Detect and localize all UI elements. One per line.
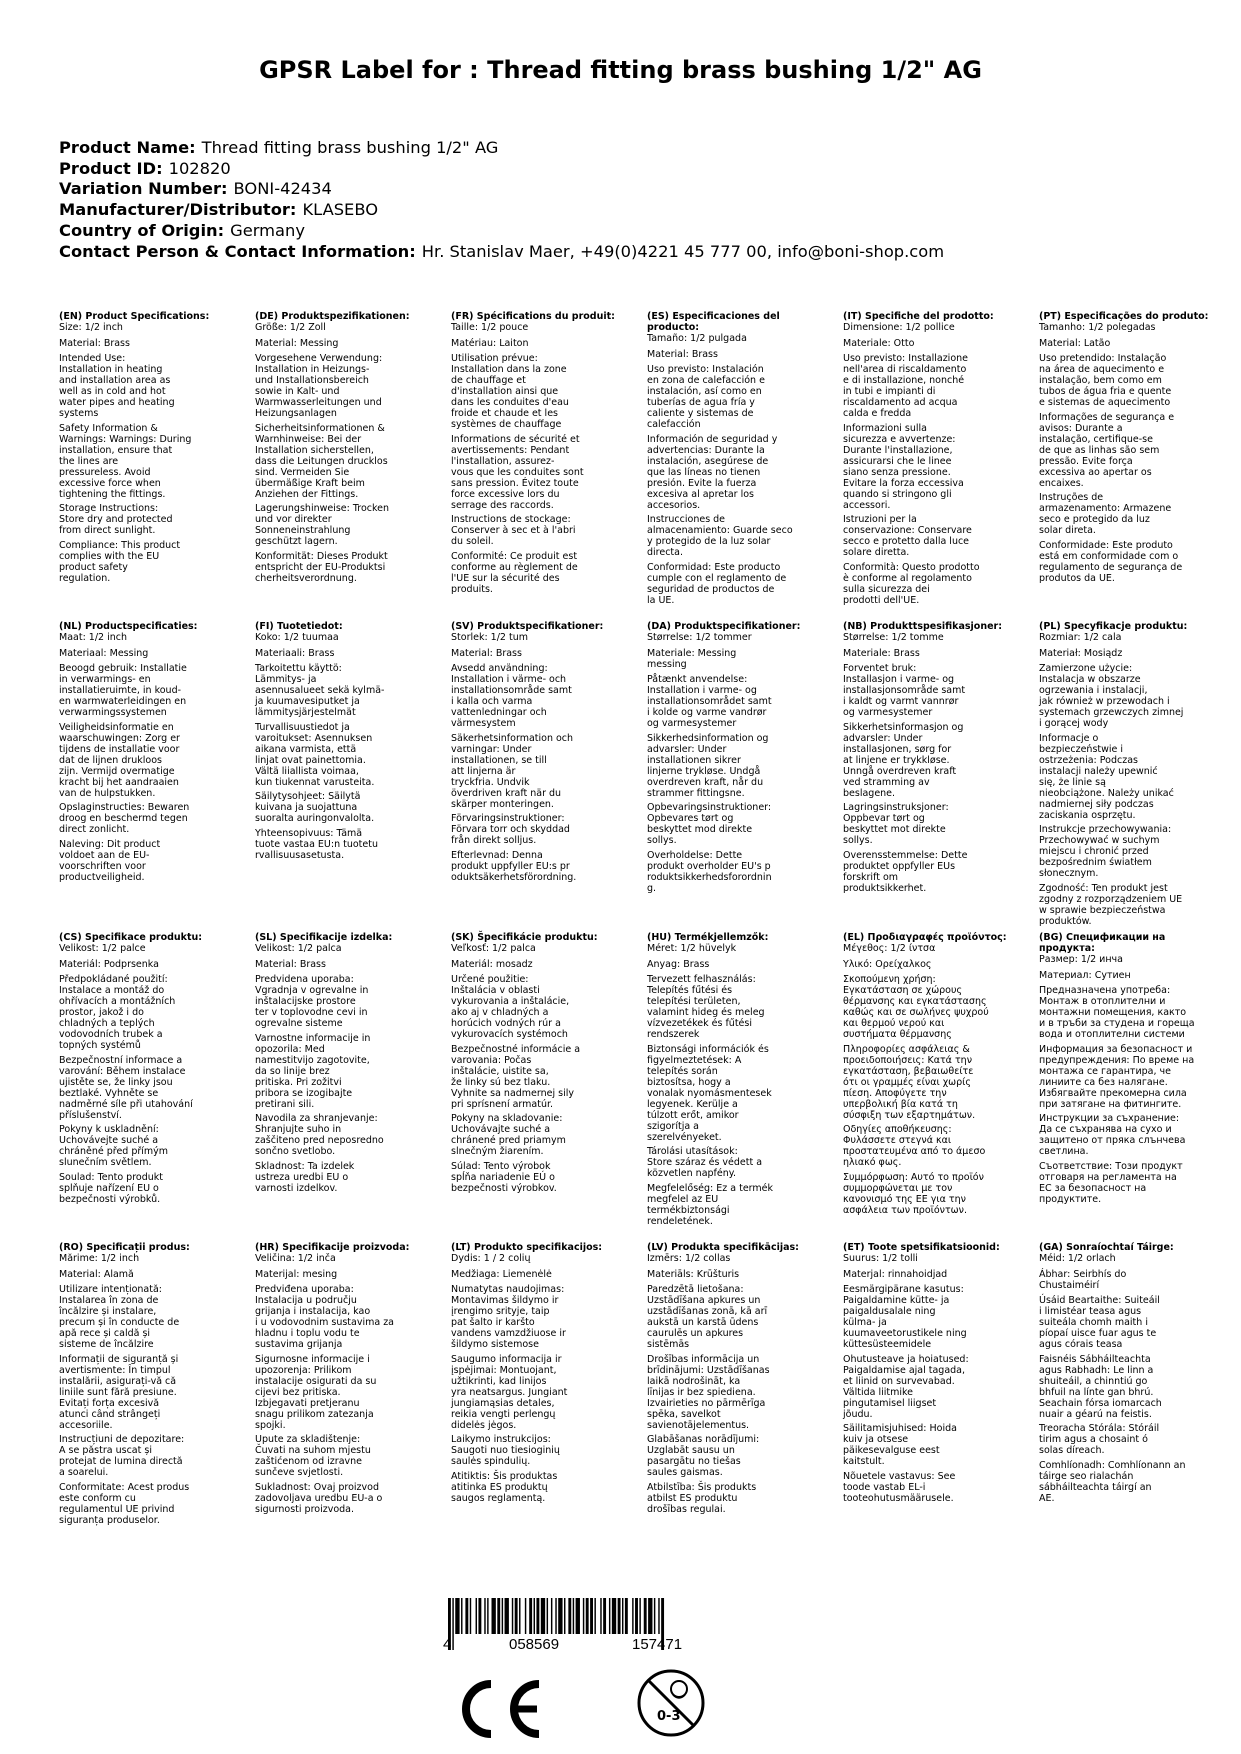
barcode-bar bbox=[492, 1598, 496, 1634]
spec-section: Sicherheitsinformationen & Warnhinweise: Bei der Installation sicherstellen, dass die Leitungen drucklos sind. Vermeiden Sie übermäßige Kraft beim Anziehen der Fittings. bbox=[255, 422, 388, 500]
spec-section: Conformidade: Este produto está em conformidade com o regulamento de segurança de produtos da UE. bbox=[1039, 539, 1183, 584]
spec-size: Izmērs: 1/2 collas bbox=[647, 1253, 731, 1264]
spec-size: Tamanho: 1/2 polegadas bbox=[1039, 322, 1156, 333]
barcode-bar bbox=[455, 1598, 459, 1634]
product-info-row bbox=[59, 138, 944, 159]
spec-block bbox=[1039, 311, 1221, 587]
spec-section: Förvaringsinstruktioner: Förvara torr och skyddad från direkt solljus. bbox=[451, 813, 570, 846]
spec-material: Material: Brass bbox=[255, 958, 326, 970]
spec-section: Instrukcje przechowywania: Przechowywać w suchym miejscu i chronić przed bezpośrednim światłem słonecznym. bbox=[1039, 824, 1172, 879]
spec-title: (EN) Product Specifications: bbox=[59, 311, 210, 322]
barcode-bar bbox=[536, 1598, 539, 1634]
spec-section: Opbevaringsinstruktioner: Opbevares tørt og beskyttet mod direkte sollys. bbox=[647, 802, 772, 846]
spec-section: Istruzioni per la conservazione: Conservare secco e protetto dalla luce solare diretta. bbox=[843, 514, 972, 558]
spec-title: (NL) Productspecificaties: bbox=[59, 621, 198, 632]
product-info-label: Product Name: bbox=[59, 138, 196, 157]
barcode-bar bbox=[573, 1598, 574, 1634]
spec-title: (SL) Specifikacije izdelka: bbox=[255, 932, 393, 943]
spec-material: Material: Brass bbox=[59, 337, 130, 349]
spec-section: Utilizare intenționată: Instalarea în zona de încălzire și instalare, precum și în conducte de apă rece și caldă și sisteme de încălzire bbox=[59, 1284, 180, 1350]
spec-material: Materiāls: Krūšturis bbox=[647, 1268, 740, 1280]
spec-material: Materiale: Brass bbox=[843, 647, 920, 659]
spec-title: (NB) Produkttspesifikasjoner: bbox=[843, 621, 1003, 632]
spec-block bbox=[59, 311, 241, 587]
product-info-value: KLASEBO bbox=[302, 200, 379, 220]
spec-section: Paredzētā lietošana: Uzstādīšana apkures un uzstādīšanas zonā, kā arī aukstā un karstā ūdens caurulēs un apkures sistēmās bbox=[647, 1284, 768, 1350]
spec-material: Materiale: Otto bbox=[843, 337, 915, 349]
spec-block bbox=[647, 621, 829, 897]
barcode-bar bbox=[465, 1598, 468, 1634]
spec-section: Instruções de armazenamento: Armazene seco e protegido da luz solar direta. bbox=[1039, 492, 1172, 536]
spec-title: (EL) Προδιαγραφές προϊόντος: bbox=[843, 932, 1007, 943]
barcode-bar bbox=[590, 1598, 593, 1634]
spec-title: (LV) Produkta specifikācijas: bbox=[647, 1242, 799, 1253]
spec-material: Material: Brass bbox=[451, 647, 522, 659]
spec-section: Σκοπούμενη χρήση: Εγκατάσταση σε χώρους θέρμανσης και εγκατάστασης καθώς και σε σωλήνες ψυχρού και θερμού νερού και συστήματα θέρμανσης bbox=[843, 974, 989, 1040]
spec-section: Informações de segurança e avisos: Durante a instalação, certifique-se de que as linhas são sem pressão. Evite força excessiva ao apertar os encaixes. bbox=[1039, 411, 1175, 489]
barcode-bar bbox=[505, 1598, 509, 1634]
spec-size: Mărime: 1/2 inch bbox=[59, 1253, 140, 1264]
barcode-bar bbox=[648, 1598, 652, 1634]
spec-material: Materiaali: Brass bbox=[255, 647, 335, 659]
spec-material: Материал: Сутиен bbox=[1039, 969, 1131, 981]
spec-section: Intended Use: Installation in heating and installation area as well as in cold and hot water pipes and heating systems bbox=[59, 353, 175, 419]
spec-section: Съответствие: Този продукт отговаря на регламента на ЕС за безопасност на продуктите. bbox=[1039, 1160, 1183, 1205]
barcode-bar bbox=[551, 1598, 552, 1634]
product-info-label: Manufacturer/Distributor: bbox=[59, 200, 297, 220]
barcode-bar bbox=[461, 1598, 462, 1634]
spec-block bbox=[843, 1242, 1025, 1507]
spec-section: Naleving: Dit product voldoet aan de EU- voorschriften voor productveiligheid. bbox=[59, 838, 161, 883]
spec-block bbox=[255, 1242, 437, 1518]
spec-block bbox=[1039, 621, 1221, 930]
spec-block bbox=[255, 932, 437, 1197]
spec-section: Informazioni sulla sicurezza e avvertenze: Durante l'installazione, assicurarsi che le linee siano senza pressione. Evitare la forza eccessiva quando si stringono gli accessori. bbox=[843, 422, 964, 511]
spec-title: (HR) Specifikacije proizvoda: bbox=[255, 1242, 410, 1253]
spec-section: Συμμόρφωση: Αυτό το προϊόν συμμορφώνεται με τον κανονισμό της ΕΕ για την ασφάλεια των προϊόντων. bbox=[843, 1171, 984, 1216]
barcode-bar bbox=[519, 1598, 520, 1634]
spec-section: Informacje o bezpieczeństwie i ostrzeżenia: Podczas instalacji należy upewnić się, że linie są nieobciążone. Należy unikać nadmiernej siły podczas zaciskania osprzętu. bbox=[1039, 732, 1174, 821]
spec-section: Οδηγίες αποθήκευσης: Φυλάσσετε στεγνά και προστατευμένα από το άμεσο ηλιακό φως. bbox=[843, 1124, 986, 1168]
barcode-bar bbox=[654, 1598, 655, 1634]
spec-block bbox=[59, 621, 241, 886]
spec-title: (LT) Produkto specifikacijos: bbox=[451, 1242, 603, 1253]
spec-section: Instrucțiuni de depozitare: A se păstra uscat și protejat de lumina directă a soarelui. bbox=[59, 1434, 185, 1478]
spec-section: Lagringsinstruksjoner: Oppbevar tørt og beskyttet mot direkte sollys. bbox=[843, 802, 949, 846]
spec-size: Μέγεθος: 1/2 ίντσα bbox=[843, 943, 936, 954]
spec-block bbox=[647, 311, 829, 609]
barcode-bar bbox=[541, 1598, 545, 1634]
spec-section: Sikkerhedsinformation og advarsler: Under installationen sikrer linjerne trykløse. Undgå overdreven kraft, når du strammer fittingsne. bbox=[647, 732, 769, 799]
spec-section: Atitiktis: Šis produktas atitinka ES produktų saugos reglamentą. bbox=[451, 1470, 558, 1504]
spec-title: (PL) Specyfikacje produktu: bbox=[1039, 621, 1188, 632]
product-info-row bbox=[59, 221, 944, 242]
product-info-row bbox=[59, 179, 944, 200]
spec-material: Materijal: mesing bbox=[255, 1268, 338, 1280]
spec-section: Vorgesehene Verwendung: Installation in Heizungs- und Installationsbereich sowie in Kalt- und Warmwasserleitungen und Heizungsanlagen bbox=[255, 353, 383, 419]
barcode-bar bbox=[547, 1598, 548, 1634]
spec-material: Anyag: Brass bbox=[647, 958, 710, 970]
spec-block bbox=[451, 311, 633, 598]
product-info bbox=[59, 138, 944, 262]
spec-block bbox=[59, 932, 241, 1208]
spec-size: Veličina: 1/2 inča bbox=[255, 1253, 336, 1264]
spec-block bbox=[843, 621, 1025, 897]
spec-section: Instructions de stockage: Conserver à sec et à l'abri du soleil. bbox=[451, 514, 576, 547]
barcode-digit-first: 4 bbox=[443, 1636, 452, 1653]
spec-material: Materjal: rinnahoidjad bbox=[843, 1268, 948, 1280]
spec-section: Konformität: Dieses Produkt entspricht der EU-Produktsi cherheitsverordnung. bbox=[255, 550, 388, 584]
spec-section: Úsáid Beartaithe: Suiteáil i limistéar teasa agus suiteála chomh maith i píopaí uisce fuar agus te agus córais teasa bbox=[1039, 1295, 1160, 1350]
barcode-bar bbox=[639, 1598, 640, 1634]
spec-block bbox=[843, 932, 1025, 1219]
spec-title: (BG) Спецификации на продукта: bbox=[1039, 932, 1166, 954]
spec-section: Turvallisuustiedot ja varoitukset: Asennuksen aikana varmista, että linjat ovat painettomia. Vältä liiallista voimaa, kun tiukennat varusteita. bbox=[255, 721, 375, 788]
spec-section: Treoracha Stórála: Stóráil tirim agus a chosaint ó solas díreach. bbox=[1039, 1423, 1160, 1456]
spec-size: Maat: 1/2 inch bbox=[59, 632, 127, 643]
spec-section: Информация за безопасност и предупреждения: По време на монтажа се гарантира, че линиите са без налягане. Избягвайте прекомерна сила при затягане на фитингите. bbox=[1039, 1043, 1195, 1110]
spec-material: Materiál: mosadz bbox=[451, 958, 533, 970]
barcode-bar bbox=[603, 1598, 606, 1634]
barcode-bar bbox=[470, 1598, 471, 1634]
spec-material: Materiaal: Messing bbox=[59, 647, 149, 659]
spec-section: Beoogd gebruik: Installatie in verwarmings- en installatieruimte, in koud- en warmwaterleidingen en verwarmingssystemen bbox=[59, 663, 187, 718]
spec-section: Säilytysohjeet: Säilytä kuivana ja suojattuna suoralta auringonvalolta. bbox=[255, 791, 375, 824]
product-info-label: Country of Origin: bbox=[59, 220, 225, 240]
spec-material: Material: Latão bbox=[1039, 337, 1111, 349]
barcode-bar bbox=[576, 1598, 580, 1634]
spec-section: Sikkerhetsinformasjon og advarsler: Under installasjonen, sørg for at linjene er trykkløse. Unngå overdreven kraft ved stramming av beslagene. bbox=[843, 721, 964, 799]
spec-section: Předpokládané použití: Instalace a montáž do ohřívacích a montážních prostor, jakož i do chladných a teplých vodovodních trubek a topných systémů bbox=[59, 974, 176, 1051]
spec-section: Pokyny na skladovanie: Uchovávajte suché a chránené pred priamym slnečným žiarením. bbox=[451, 1113, 566, 1157]
spec-section: Faisnéis Sábháilteachta agus Rabhadh: Le linn a shuiteáil, a chinntiú go bhfuil na línte gan bhrú. Seachain fórsa iomarcach nuair a géarú na feistis. bbox=[1039, 1353, 1162, 1420]
barcode-bar bbox=[568, 1598, 571, 1634]
barcode-digits-right: 157471 bbox=[632, 1636, 683, 1653]
spec-section: Drošības informācija un brīdinājumi: Uzstādīšanas laikā nodrošināt, ka līnijas ir bez spiediena. Izvairieties no pārmērīga spēka, savelkot savienotājelementus. bbox=[647, 1353, 770, 1431]
barcode-bar bbox=[635, 1598, 638, 1634]
barcode-bar bbox=[622, 1598, 623, 1634]
spec-section: Yhteensopivuus: Tämä tuote vastaa EU:n tuotetu rvallisuusasetusta. bbox=[255, 827, 378, 861]
spec-material: Ábhar: Seirbhís do Chustaiméirí bbox=[1039, 1268, 1127, 1291]
spec-block bbox=[59, 1242, 241, 1529]
spec-section: Overholdelse: Dette produkt overholder EU's p roduktsikkerhedsforordnin g. bbox=[647, 849, 772, 894]
spec-section: Navodila za shranjevanje: Shranjujte suho in zaščiteno pred neposredno sončno svetlobo. bbox=[255, 1113, 384, 1157]
product-info-row bbox=[59, 200, 944, 221]
spec-size: Velikost: 1/2 palca bbox=[255, 943, 342, 954]
spec-title: (RO) Specificații produs: bbox=[59, 1242, 190, 1253]
spec-size: Tamaño: 1/2 pulgada bbox=[647, 333, 747, 344]
spec-section: Avsedd användning: Installation i värme- och installationsområde samt i kalla och varma vattenledningar och värmesystem bbox=[451, 663, 572, 729]
barcode-bar bbox=[583, 1598, 584, 1634]
spec-section: Soulad: Tento produkt splňuje nařízení EU o bezpečnosti výrobků. bbox=[59, 1171, 164, 1205]
spec-size: Size: 1/2 inch bbox=[59, 322, 123, 333]
spec-material: Material: Alamă bbox=[59, 1268, 134, 1280]
spec-section: Conformité: Ce produit est conforme au règlement de l'UE sur la sécurité des produits. bbox=[451, 550, 578, 595]
barcode-bar bbox=[558, 1598, 562, 1634]
ce-mark-icon bbox=[455, 1677, 547, 1741]
spec-material: Materiál: Podprsenka bbox=[59, 958, 159, 970]
spec-section: Opslaginstructies: Bewaren droog en beschermd tegen direct zonlicht. bbox=[59, 802, 190, 835]
spec-block bbox=[255, 621, 437, 864]
spec-title: (GA) Sonraíochtaí Táirge: bbox=[1039, 1242, 1174, 1253]
spec-section: Upute za skladištenje: Čuvati na suhom mjestu zaštićenom od izravne sunčeve svjetlosti. bbox=[255, 1434, 371, 1478]
spec-section: Forventet bruk: Installasjon i varme- og installasjonsområde samt i kaldt og varmt vannrør og varmesystemer bbox=[843, 663, 966, 718]
barcode-bar bbox=[512, 1598, 513, 1634]
spec-size: Koko: 1/2 tuumaa bbox=[255, 632, 339, 643]
barcode-bar bbox=[534, 1598, 535, 1634]
barcode-bar bbox=[609, 1598, 610, 1634]
spec-section: Pokyny k uskladnění: Uchovávejte suché a chráněné před přímým slunečním světlem. bbox=[59, 1124, 169, 1168]
barcode-bar bbox=[525, 1598, 526, 1634]
product-info-value: Germany bbox=[230, 220, 305, 240]
spec-section: Uso previsto: Instalación en zona de calefacción e instalación, así como en tuberías de agua fría y caliente y sistemas de calefacción bbox=[647, 364, 765, 430]
product-info-value: Hr. Stanislav Maer, +49(0)4221 45 777 00, info@boni-shop.com bbox=[421, 241, 945, 261]
spec-size: Veľkosť: 1/2 palca bbox=[451, 943, 536, 954]
spec-section: Predvidena uporaba: Vgradnja v ogrevalne in inštalacijske prostore ter v toplovodne cevi in ogrevalne sisteme bbox=[255, 974, 369, 1029]
spec-section: Instrucciones de almacenamiento: Guarde seco y protegido de la luz solar directa. bbox=[647, 514, 793, 558]
spec-block bbox=[451, 621, 633, 886]
barcode-bar bbox=[594, 1598, 595, 1634]
barcode-digits-left: 058569 bbox=[509, 1636, 560, 1653]
spec-section: Zgodność: Ten produkt jest zgodny z rozporządzeniem UE w sprawie bezpieczeństwa produktów. bbox=[1039, 882, 1183, 927]
spec-block bbox=[255, 311, 437, 587]
spec-section: Informations de sécurité et avertissements: Pendant l'installation, assurez- vous que les conduites sont sans pression. Évitez toute force excessive lors du serrage des raccords. bbox=[451, 433, 584, 511]
spec-size: Velikost: 1/2 palce bbox=[59, 943, 146, 954]
spec-section: Uso previsto: Installazione nell'area di riscaldamento e di installazione, nonché in tubi e impianti di riscaldamento ad acqua calda e fredda bbox=[843, 353, 968, 419]
spec-material: Matériau: Laiton bbox=[451, 337, 529, 349]
spec-section: Varnostne informacije in opozorila: Med namestitvijo zagotovite, da so linije brez pritiska. Pri zožitvi pribora se izogibajte pretirani sili. bbox=[255, 1032, 371, 1110]
spec-size: Storlek: 1/2 tum bbox=[451, 632, 528, 643]
barcode-bar bbox=[632, 1598, 633, 1634]
spec-size: Méid: 1/2 orlach bbox=[1039, 1253, 1116, 1264]
spec-title: (ES) Especificaciones del producto: bbox=[647, 311, 780, 333]
barcode-bar bbox=[612, 1598, 616, 1634]
barcode-bar bbox=[476, 1598, 477, 1634]
spec-section: Nõuetele vastavus: See toode vastab EL-i tooteohutusmäärusele. bbox=[843, 1470, 956, 1504]
barcode-digits bbox=[0, 1636, 1241, 1656]
spec-section: Informații de siguranță și avertismente: În timpul instalării, asigurați-vă că liniile sunt fără presiune. Evitați forța excesivă atunci când strângeți accesoriile. bbox=[59, 1353, 179, 1431]
barcode-bar bbox=[618, 1598, 621, 1634]
spec-section: Laikymo instrukcijos: Saugoti nuo tiesioginių saulės spindulių. bbox=[451, 1434, 560, 1467]
spec-section: Storage Instructions: Store dry and protected from direct sunlight. bbox=[59, 503, 173, 536]
spec-section: Conformitate: Acest produs este conform cu regulamentul UE privind siguranța produselor. bbox=[59, 1481, 190, 1526]
spec-section: Eesmärgipärane kasutus: Paigaldamine kütte- ja paigaldusalale ning külma- ja kuumaveetorustikele ning küttesüsteemidele bbox=[843, 1284, 967, 1350]
spec-title: (FI) Tuotetiedot: bbox=[255, 621, 343, 632]
not-for-children-0-3-icon bbox=[635, 1667, 707, 1739]
spec-section: Conformidad: Este producto cumple con el reglamento de seguridad de productos de la UE. bbox=[647, 561, 787, 606]
spec-section: Conformità: Questo prodotto è conforme al regolamento sulla sicurezza dei prodotti dell'UE. bbox=[843, 561, 980, 606]
spec-title: (CS) Specifikace produktu: bbox=[59, 932, 203, 943]
spec-section: Tarkoitettu käyttö: Lämmitys- ja asennusalueet sekä kylmä- ja kuumavesiputket ja lämmitysjärjestelmät bbox=[255, 663, 385, 718]
spec-section: Bezpečnostné informácie a varovania: Počas inštalácie, uistite sa, že linky sú bez tlaku. Vyhnite sa nadmernej sily pri sprísnení armatúr. bbox=[451, 1043, 581, 1110]
spec-size: Taille: 1/2 pouce bbox=[451, 322, 529, 333]
spec-section: Atbilstība: Šis produkts atbilst ES produktu drošības regulai. bbox=[647, 1481, 757, 1515]
spec-section: Säkerhetsinformation och varningar: Under installationen, se till att linjerna är tryckfria. Undvik överdriven kraft när du skärper monteringen. bbox=[451, 732, 574, 810]
spec-section: Sigurnosne informacije i upozorenja: Prilikom instalacije osigurati da su cijevi bez pritiska. Izbjegavati pretjeranu snagu prilikom zatezanja spojki. bbox=[255, 1353, 377, 1431]
barcode-bar bbox=[644, 1598, 647, 1634]
spec-section: Veiligheidsinformatie en waarschuwingen: Zorg er tijdens de installatie voor dat de lijnen drukloos zijn. Vermijd overmatige kracht bij het aandraaien van de hulpstukken. bbox=[59, 721, 180, 799]
spec-title: (SV) Produktspecifikationer: bbox=[451, 621, 604, 632]
spec-section: Инструкции за съхранение: Да се съхранява на сухо и защитено от пряка слънчева светлина. bbox=[1039, 1113, 1186, 1157]
spec-title: (PT) Especificações do produto: bbox=[1039, 311, 1209, 322]
barcode-bar bbox=[586, 1598, 589, 1634]
spec-section: Compliance: This product complies with the EU product safety regulation. bbox=[59, 539, 181, 584]
spec-title: (DA) Produktspecifikationer: bbox=[647, 621, 801, 632]
barcode-bar bbox=[529, 1598, 532, 1634]
spec-block bbox=[647, 932, 829, 1230]
spec-title: (HU) Termékjellemzők: bbox=[647, 932, 769, 943]
spec-material: Material: Brass bbox=[647, 348, 718, 360]
spec-section: Предназначена употреба: Монтаж в отоплителни и монтажни помещения, както и в тръби за студена и гореща вода и отоплителни системи bbox=[1039, 985, 1195, 1040]
spec-title: (FR) Spécifications du produit: bbox=[451, 311, 615, 322]
spec-section: Numatytas naudojimas: Montavimas šildymo ir įrengimo srityje, taip pat šalto ir karšto vandens vamzdžiuose ir šildymo sistemose bbox=[451, 1284, 566, 1350]
spec-section: Información de seguridad y advertencias: Durante la instalación, asegúrese de que las líneas no tienen presión. Evite la fuerza excesiva al apretar los accesorios. bbox=[647, 433, 778, 511]
barcode-bar bbox=[478, 1598, 481, 1634]
spec-section: Efterlevnad: Denna produkt uppfyller EU:s pr oduktsäkerhetsförordning. bbox=[451, 849, 577, 883]
spec-size: Suurus: 1/2 tolli bbox=[843, 1253, 918, 1264]
spec-block bbox=[451, 932, 633, 1197]
product-info-label: Product ID: bbox=[59, 158, 163, 178]
spec-material: Material: Messing bbox=[255, 337, 339, 349]
spec-section: Skladnost: Ta izdelek ustreza uredbi EU o varnosti izdelkov. bbox=[255, 1160, 355, 1194]
spec-material: Medžiaga: Liemenėlė bbox=[451, 1268, 552, 1280]
spec-section: Utilisation prévue: Installation dans la zone de chauffage et d'installation ainsi que dans les conduites d'eau froide et chaude et les systèmes de chauffage bbox=[451, 353, 569, 430]
page-title: GPSR Label for : Thread fitting brass bushing 1/2" AG bbox=[259, 56, 982, 84]
spec-section: Sukladnost: Ovaj proizvod zadovoljava uredbu EU-a o sigurnosti proizvoda. bbox=[255, 1481, 383, 1515]
spec-section: Uso pretendido: Instalação na área de aquecimento e instalação, bem como em tubos de água fria e quente e sistemas de aquecimento bbox=[1039, 353, 1172, 408]
spec-section: Určené použitie: Inštalácia v oblasti vykurovania a inštalácie, ako aj v chladných a horúcich vodných rúr a vykurovacích systémoch bbox=[451, 974, 570, 1040]
barcode-bar bbox=[555, 1598, 556, 1634]
spec-title: (IT) Specifiche del prodotto: bbox=[843, 311, 994, 322]
product-info-row bbox=[59, 159, 944, 180]
spec-section: Bezpečnostní informace a varování: Během instalace ujistěte se, že linky jsou beztlaké. Vyhněte se nadměrné síle při utahování příslušenství. bbox=[59, 1054, 193, 1121]
barcode-bar bbox=[502, 1598, 503, 1634]
spec-title: (SK) Špecifikácie produktu: bbox=[451, 932, 598, 943]
spec-section: Megfelelőség: Ez a termék megfelel az EU termékbiztonsági rendeletének. bbox=[647, 1182, 774, 1227]
spec-size: Größe: 1/2 Zoll bbox=[255, 322, 326, 333]
spec-size: Dydis: 1 / 2 colių bbox=[451, 1253, 531, 1264]
product-info-label: Variation Number: bbox=[59, 179, 228, 199]
spec-section: Súlad: Tento výrobok spĺňa nariadenie EÚ o bezpečnosti výrobkov. bbox=[451, 1160, 557, 1194]
spec-block bbox=[1039, 932, 1221, 1208]
barcode-bar bbox=[497, 1598, 500, 1634]
spec-section: Safety Information & Warnings: Warnings: During installation, ensure that the lines are pressureless. Avoid excessive force when tightening the fittings. bbox=[59, 422, 192, 500]
spec-section: Zamierzone użycie: Instalacja w obszarze ogrzewania i instalacji, jak również w przewodach i systemach grzewczych zimnej i gorącej wody bbox=[1039, 663, 1184, 729]
age-range-label: 0-3 bbox=[657, 1709, 681, 1724]
spec-size: Размер: 1/2 инча bbox=[1039, 954, 1123, 965]
spec-section: Predviđena uporaba: Instalacija u području grijanja i instalacija, kao i u vodovodnim sustavima za hladnu i toplu vodu te sustavima grijanja bbox=[255, 1284, 395, 1350]
spec-material: Materiale: Messing messing bbox=[647, 647, 737, 670]
barcode-bar bbox=[600, 1598, 601, 1634]
spec-section: Overensstemmelse: Dette produktet oppfyller EUs forskrift om produktsikkerhet. bbox=[843, 849, 968, 894]
spec-size: Rozmiar: 1/2 cala bbox=[1039, 632, 1122, 643]
spec-section: Säilitamisjuhised: Hoida kuiv ja otsese päikesevalguse eest kaitstult. bbox=[843, 1423, 957, 1467]
product-info-label: Contact Person & Contact Information: bbox=[59, 241, 416, 261]
product-info-row bbox=[59, 242, 944, 263]
barcode-bar bbox=[564, 1598, 565, 1634]
spec-section: Saugumo informacija ir įspėjimai: Montuojant, užtikrinti, kad linijos yra neatsargus. Jungiant jungiamąsias detales, reikia vengti perlengų didelės jėgos. bbox=[451, 1353, 568, 1431]
barcode-bar bbox=[658, 1598, 659, 1634]
product-info-value: 102820 bbox=[168, 158, 231, 178]
product-info-value: BONI-42434 bbox=[233, 179, 332, 199]
spec-material: Υλικό: Ορείχαλκος bbox=[843, 958, 932, 970]
barcode-bar bbox=[625, 1598, 628, 1634]
barcode-bar bbox=[484, 1598, 485, 1634]
spec-size: Størrelse: 1/2 tomme bbox=[843, 632, 944, 643]
spec-section: Glabāšanas norādījumi: Uzglabāt sausu un pasargātu no tiešas saules gaismas. bbox=[647, 1434, 760, 1478]
product-info-value: Thread fitting brass bushing 1/2" AG bbox=[201, 138, 499, 157]
spec-section: Biztonsági információk és figyelmeztetések: A telepítés során biztosítsa, hogy a vonalak nyomásmentesek legyenek. Kerülje a túlzott erőt, amikor szigorítja a szerelvényeket. bbox=[647, 1043, 772, 1143]
spec-title: (DE) Produktspezifikationen: bbox=[255, 311, 410, 322]
spec-size: Størrelse: 1/2 tommer bbox=[647, 632, 752, 643]
spec-block bbox=[843, 311, 1025, 609]
spec-size: Dimensione: 1/2 pollice bbox=[843, 322, 955, 333]
barcode-bar bbox=[515, 1598, 518, 1634]
spec-material: Materiał: Mosiądz bbox=[1039, 647, 1123, 659]
spec-block bbox=[1039, 1242, 1221, 1507]
spec-section: Πληροφορίες ασφάλειας & προειδοποιήσεις: Κατά την εγκατάσταση, βεβαιωθείτε ότι οι γραμμές είναι χωρίς πίεση. Αποφύγετε την υπερβολική βία κατά τη σύσφιξη των εξαρτημάτων. bbox=[843, 1043, 976, 1121]
spec-size: Méret: 1/2 hüvelyk bbox=[647, 943, 737, 954]
spec-section: Lagerungshinweise: Trocken und vor direkter Sonneneinstrahlung geschützt lagern. bbox=[255, 503, 390, 547]
spec-section: Påtænkt anvendelse: Installation i varme- og installationsområdet samt i kolde og varme vandrør og varmesystemer bbox=[647, 674, 772, 729]
barcode-bar bbox=[487, 1598, 488, 1634]
spec-section: Tárolási utasítások: Store száraz és védett a közvetlen napfény. bbox=[647, 1146, 763, 1179]
spec-title: (ET) Toote spetsifikatsioonid: bbox=[843, 1242, 1000, 1253]
spec-section: Comhlíonadh: Comhlíonann an táirge seo rialachán sábháilteachta táirgí an AE. bbox=[1039, 1459, 1186, 1504]
spec-section: Ohutusteave ja hoiatused: Paigaldamise ajal tagada, et liinid on survevabad. Vältida liitmike pingutamisel liigset jõudu. bbox=[843, 1353, 969, 1420]
spec-section: Tervezett felhasználás: Telepítés fűtési és telepítési területen, valamint hideg és meleg vízvezetékek és fűtési rendszerek bbox=[647, 974, 765, 1040]
spec-block bbox=[451, 1242, 633, 1507]
spec-block bbox=[647, 1242, 829, 1518]
